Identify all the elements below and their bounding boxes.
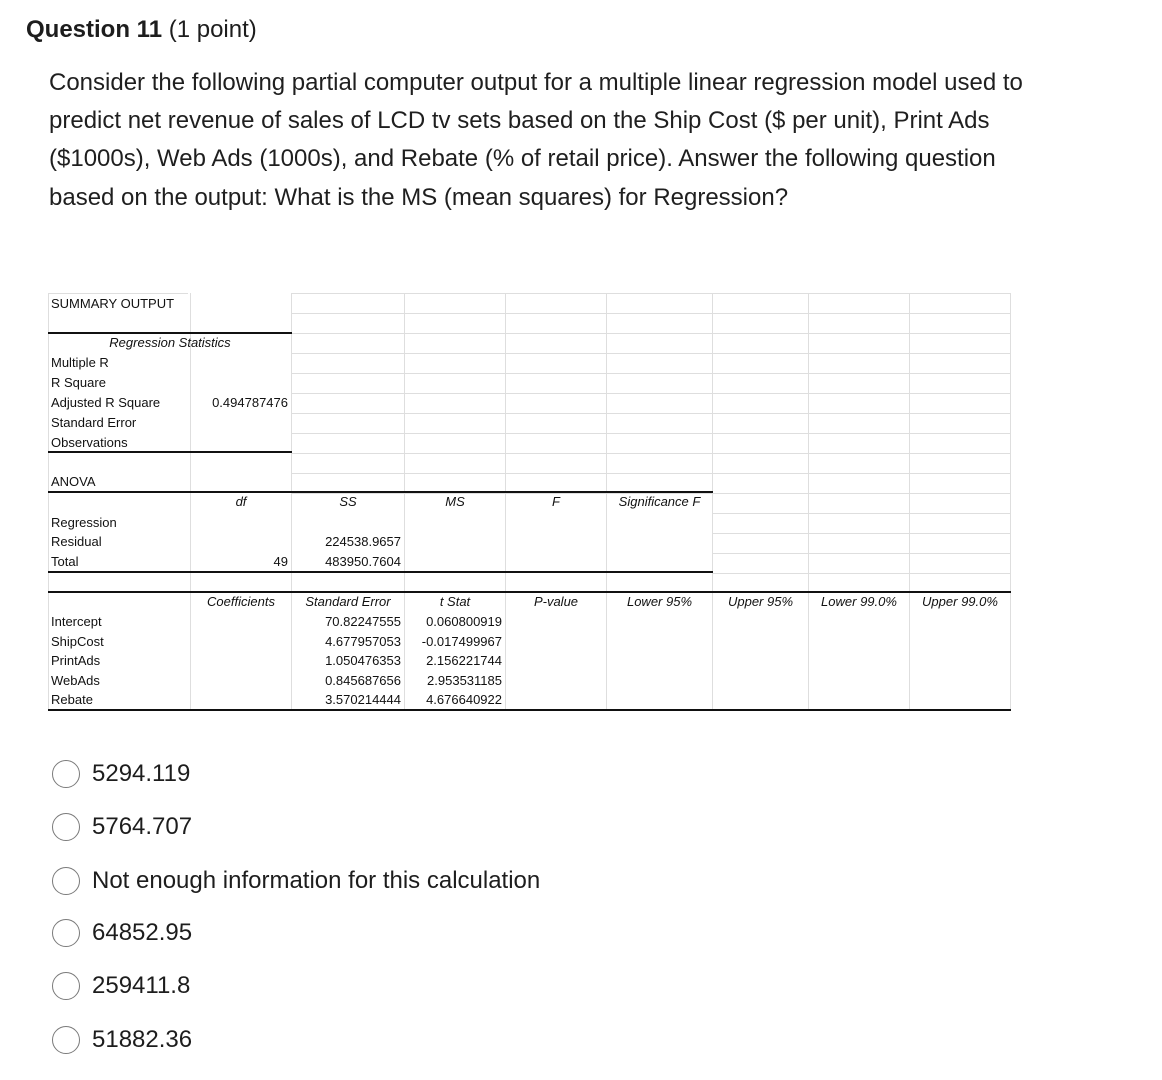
answer-option[interactable] bbox=[52, 759, 190, 789]
radio-button[interactable] bbox=[52, 760, 80, 788]
answer-option[interactable] bbox=[52, 866, 540, 896]
coef-row-label: Rebate bbox=[51, 692, 93, 707]
total-df: 49 bbox=[273, 554, 288, 569]
coef-header-t-stat: t Stat bbox=[439, 594, 471, 609]
radio-button[interactable] bbox=[52, 1026, 80, 1054]
coef-se: 4.677957053 bbox=[325, 634, 401, 649]
question-points: (1 point) bbox=[168, 16, 257, 43]
coef-se: 70.82247555 bbox=[325, 614, 401, 629]
question-title bbox=[26, 14, 257, 46]
stat-label: Standard Error bbox=[51, 415, 137, 430]
radio-button[interactable] bbox=[52, 919, 80, 947]
coef-row-label: PrintAds bbox=[51, 653, 101, 668]
stat-label: Observations bbox=[51, 435, 128, 450]
coef-header-standard-error: Standard Error bbox=[305, 594, 391, 609]
anova-header-f: F bbox=[552, 494, 560, 509]
coef-se: 3.570214444 bbox=[325, 692, 401, 707]
coef-se: 0.845687656 bbox=[325, 673, 401, 688]
answer-option[interactable] bbox=[52, 971, 190, 1001]
coef-t: 2.156221744 bbox=[426, 653, 502, 668]
stat-label: Multiple R bbox=[51, 355, 109, 370]
coef-t: -0.017499967 bbox=[421, 634, 502, 649]
question-number: Question 11 bbox=[26, 16, 163, 43]
coef-row-label: ShipCost bbox=[51, 634, 104, 649]
answer-option[interactable] bbox=[52, 1025, 192, 1055]
stat-label: Adjusted R Square bbox=[51, 395, 161, 410]
coef-header-coefficients: Coefficients bbox=[207, 594, 275, 609]
adjusted-r-square-value: 0.494787476 bbox=[212, 395, 288, 410]
anova-header-significance-f: Significance F bbox=[618, 494, 701, 509]
answer-label[interactable]: 64852.95 bbox=[92, 919, 193, 946]
total-ss: 483950.7604 bbox=[325, 554, 401, 569]
anova-header-ms: MS bbox=[445, 494, 465, 509]
regression-statistics-header: Regression Statistics bbox=[109, 335, 231, 350]
anova-header-df: df bbox=[235, 494, 247, 509]
coef-t: 4.676640922 bbox=[426, 692, 502, 707]
coef-t: 0.060800919 bbox=[426, 614, 502, 629]
coef-header-upper-99: Upper 99.0% bbox=[922, 594, 998, 609]
radio-button[interactable] bbox=[52, 867, 80, 895]
radio-button[interactable] bbox=[52, 813, 80, 841]
coef-row-label: Intercept bbox=[51, 614, 102, 629]
coef-row-label: WebAds bbox=[51, 673, 100, 688]
anova-title: ANOVA bbox=[51, 474, 96, 489]
coef-header-p-value: P-value bbox=[533, 594, 579, 609]
anova-row-label: Regression bbox=[51, 515, 117, 530]
radio-button[interactable] bbox=[52, 972, 80, 1000]
coef-t: 2.953531185 bbox=[427, 673, 502, 688]
anova-row-label: Residual bbox=[51, 534, 102, 549]
residual-ss: 224538.9657 bbox=[325, 534, 401, 549]
stat-label: R Square bbox=[51, 375, 106, 390]
coef-se: 1.050476353 bbox=[325, 653, 401, 668]
answer-label[interactable]: Not enough information for this calculation bbox=[92, 867, 541, 894]
answer-option[interactable] bbox=[52, 812, 192, 842]
anova-header-ss: SS bbox=[339, 494, 357, 509]
answer-label[interactable]: 51882.36 bbox=[92, 1026, 193, 1053]
coef-header-lower-99: Lower 99.0% bbox=[821, 594, 897, 609]
summary-output-title: SUMMARY OUTPUT bbox=[51, 296, 175, 311]
answer-label[interactable]: 5294.119 bbox=[92, 760, 191, 787]
regression-output-table bbox=[48, 293, 1011, 711]
answer-option[interactable] bbox=[52, 918, 192, 948]
anova-row-label: Total bbox=[51, 554, 79, 569]
question-text: Consider the following partial computer output for a multiple linear regression model used to predict net revenue of sales of LCD tv sets based on the Ship Cost ($ per unit), Print Ads ($1000s), Web Ads (1000s), and Rebate (% of retail price). Answer the following question based on the output: What is the MS (mean squares) for Regression? bbox=[49, 69, 1023, 211]
coef-header-lower-95: Lower 95% bbox=[626, 594, 693, 609]
answer-label[interactable]: 5764.707 bbox=[92, 813, 193, 840]
coef-header-upper-95: Upper 95% bbox=[727, 594, 794, 609]
answer-label[interactable]: 259411.8 bbox=[92, 972, 191, 999]
